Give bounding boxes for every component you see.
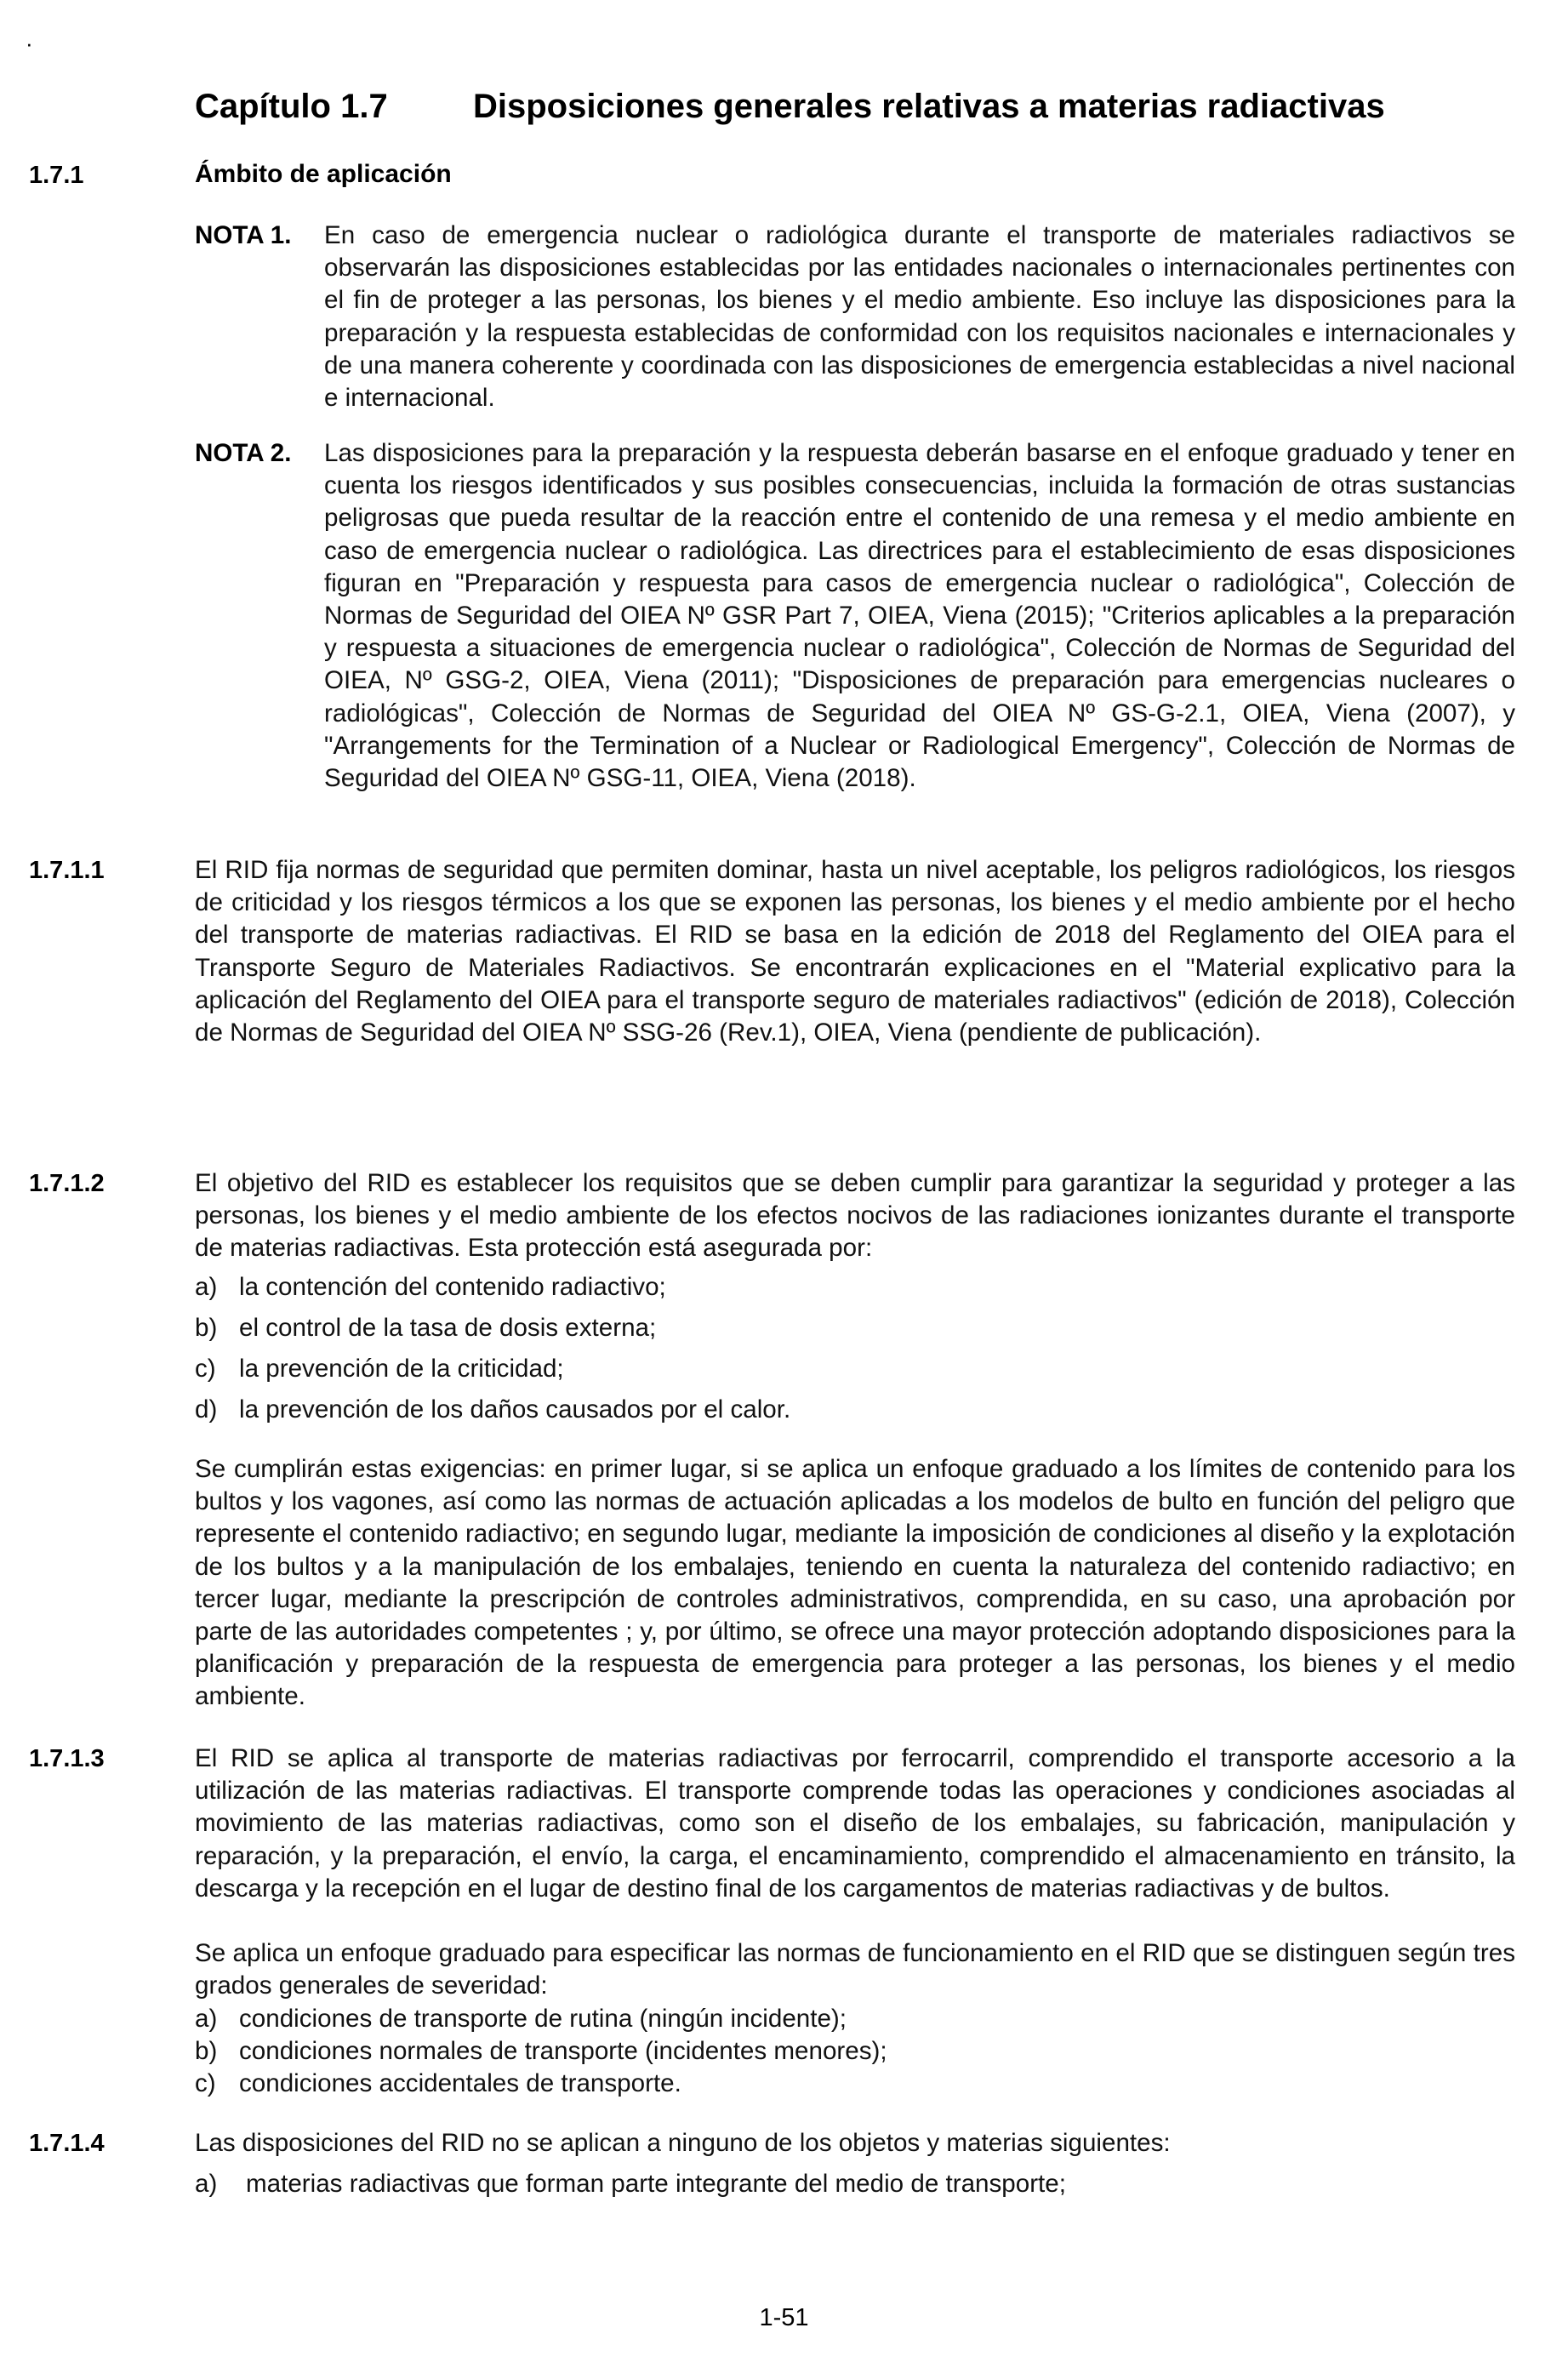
- list-item: b) condiciones normales de transporte (incidentes menores);: [195, 2037, 887, 2065]
- section-number: 1.7.1: [29, 162, 84, 189]
- paragraph-text: El objetivo del RID es establecer los requisitos que se deben cumplir para garantizar la seguridad y proteger a las personas, los bienes y el medio ambiente de los efectos nocivos de las radiaciones ionizantes durante el transporte de materias radiactivas. Esta protección está asegurada por:: [195, 1169, 1515, 1263]
- list-item: a) la contención del contenido radiactivo;: [195, 1273, 666, 1301]
- note-2-label: NOTA 2.: [195, 439, 292, 467]
- list-item: c) la prevención de la criticidad;: [195, 1355, 564, 1383]
- section-title: Ámbito de aplicación: [195, 160, 452, 188]
- list-item: b) el control de la tasa de dosis externa;: [195, 1314, 657, 1342]
- note-2-text: Las disposiciones para la preparación y la respuesta deberán basarse en el enfoque graduado y tener en cuenta los riesgos identificados y sus posibles consecuencias, incluida la formación de otras sustancias peligrosas que pueda resultar de la reacción entre el contenido de una remesa y el medio ambiente en caso de emergencia nuclear o radiológica. Las directrices para el establecimiento de esas disposiciones figuran en "Preparación y respuesta para casos de emergencia nuclear o radiológica", Colección de Normas de Seguridad del OIEA Nº GSR Part 7, OIEA, Viena (2015); "Criterios aplicables a la preparación y respuesta a situaciones de emergencia nuclear o radiológica", Colección de Normas de Seguridad del OIEA, Nº GSG-2, OIEA, Viena (2011); "Disposiciones de preparación para emergencias nucleares o radiológicas", Colección de Normas de Seguridad del OIEA Nº GS-G-2.1, OIEA, Viena (2007), y "Arrangements for the Termination of a Nuclear or Radiological Emergency", Colección de Normas de Seguridad del OIEA Nº GSG-11, OIEA, Viena (2018).: [324, 439, 1515, 793]
- corner-mark: ·: [26, 31, 33, 56]
- paragraph-text: El RID fija normas de seguridad que permiten dominar, hasta un nivel aceptable, los peligros radiológicos, los riesgos de criticidad y los riesgos térmicos a los que se exponen las personas, los bienes y el medio ambiente por el hecho del transporte de materias radiactivas. El RID se basa en la edición de 2018 del Reglamento del OIEA para el Transporte Seguro de Materiales Radiactivos. Se encontrarán explicaciones en el "Material explicativo para la aplicación del Reglamento del OIEA para el transporte seguro de materiales radiactivos" (edición de 2018), Colección de Normas de Seguridad del OIEA Nº SSG-26 (Rev.1), OIEA, Viena (pendiente de publicación).: [195, 856, 1515, 1047]
- page-number: 1-51: [759, 2304, 809, 2331]
- chapter-title: Disposiciones generales relativas a materias radiactivas: [473, 88, 1385, 125]
- list-item: a) materias radiactivas que forman parte integrante del medio de transporte;: [195, 2170, 1066, 2198]
- paragraph-text: El RID se aplica al transporte de materias radiactivas por ferrocarril, comprendido el transporte accesorio a la utilización de las materias radiactivas. El transporte comprende todas las operaciones y condiciones asociadas al movimiento de las materias radiactivas, como son el diseño de los embalajes, su fabricación, manipulación y reparación, y la preparación, el envío, la carga, el encaminamiento, comprendido el almacenamiento en tránsito, la descarga y la recepción en el lugar de destino final de los cargamentos de materias radiactivas y de bultos.: [195, 1744, 1515, 1903]
- note-1-text: En caso de emergencia nuclear o radiológica durante el transporte de materiales radiactivos se observarán las disposiciones establecidas por las entidades nacionales o internacionales pertinentes con el fin de proteger a las personas, los bienes y el medio ambiente. Eso incluye las disposiciones para la preparación y la respuesta establecidas de conformidad con los requisitos nacionales e internacionales y de una manera coherente y coordinada con las disposiciones de emergencia establecidas a nivel nacional e internacional.: [324, 221, 1515, 413]
- paragraph-number: 1.7.1.2: [29, 1170, 105, 1197]
- paragraph-text: Se aplica un enfoque graduado para especificar las normas de funcionamiento en el RID que se distinguen según tres grados generales de severidad:: [195, 1939, 1515, 2000]
- paragraph-number: 1.7.1.4: [29, 2130, 105, 2157]
- chapter-label: Capítulo 1.7: [195, 88, 388, 125]
- paragraph-number: 1.7.1.1: [29, 857, 105, 884]
- list-item: c) condiciones accidentales de transporte.: [195, 2069, 681, 2097]
- paragraph-text: Se cumplirán estas exigencias: en primer lugar, si se aplica un enfoque graduado a los límites de contenido para los bultos y los vagones, así como las normas de actuación aplicadas a los modelos de bulto en función del peligro que represente el contenido radiactivo; en segundo lugar, mediante la imposición de condiciones al diseño y la explotación de los bultos y a la manipulación de los embalajes, teniendo en cuenta la naturaleza del contenido radiactivo; en tercer lugar, mediante la prescripción de controles administrativos, comprendida, en su caso, una aprobación por parte de las autoridades competentes ; y, por último, se ofrece una mayor protección adoptando disposiciones para la planificación y preparación de la respuesta de emergencia para proteger a las personas, los bienes y el medio ambiente.: [195, 1455, 1515, 1711]
- paragraph-number: 1.7.1.3: [29, 1745, 105, 1772]
- list-item: d) la prevención de los daños causados por el calor.: [195, 1395, 791, 1423]
- list-item: a) condiciones de transporte de rutina (ningún incidente);: [195, 2005, 847, 2033]
- paragraph-text: Las disposiciones del RID no se aplican a ninguno de los objetos y materias siguientes:: [195, 2129, 1171, 2157]
- note-1-label: NOTA 1.: [195, 221, 292, 249]
